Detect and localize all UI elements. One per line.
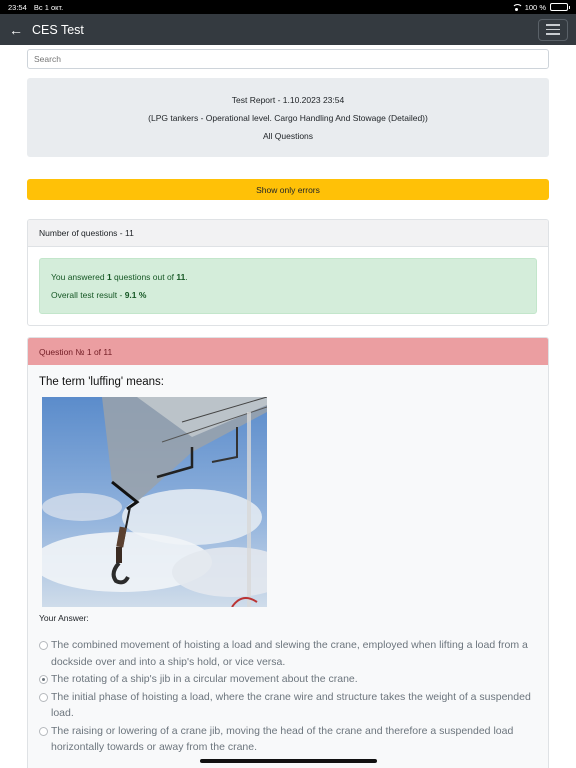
question-header: Question № 1 of 11 <box>28 338 548 365</box>
answer-option-text: The combined movement of hoisting a load and slewing the crane, employed when lifting a load from a dockside over and into a ship's hold, or vice versa. <box>51 639 528 668</box>
page-title: CES Test <box>32 22 84 37</box>
status-bar <box>0 0 576 14</box>
question-body <box>28 365 548 768</box>
wifi-icon <box>512 4 521 11</box>
answer-option[interactable] <box>39 637 537 670</box>
radio-icon[interactable] <box>39 693 48 702</box>
answer-option[interactable] <box>39 671 537 688</box>
home-indicator <box>200 759 377 763</box>
summary-body <box>28 247 548 325</box>
battery-icon <box>550 3 568 11</box>
answered-total: 11 <box>176 272 186 282</box>
menu-line <box>546 29 560 31</box>
summary-header: Number of questions - 11 <box>28 220 548 247</box>
report-title: Test Report - 1.10.2023 23:54 <box>231 94 345 105</box>
result-alert <box>39 258 537 314</box>
answered-count: 1 <box>106 272 112 282</box>
status-right <box>512 3 568 12</box>
crane-hook-image <box>42 397 267 607</box>
menu-line <box>546 24 560 26</box>
radio-icon[interactable] <box>39 727 48 736</box>
answer-options <box>39 637 537 756</box>
result-line: Overall test result - 9.1 % <box>51 290 147 300</box>
status-date: Вс 1 окт. <box>33 2 64 12</box>
hamburger-menu-button[interactable] <box>538 19 568 41</box>
back-arrow-icon[interactable]: ← <box>9 21 23 38</box>
show-only-errors-button[interactable]: Show only errors <box>27 179 549 200</box>
navbar <box>0 14 576 45</box>
report-subtitle: (LPG tankers - Operational level. Cargo Handling And Stowage (Detailed)) <box>148 112 428 123</box>
answer-option-text: The raising or lowering of a crane jib, moving the head of the crane and therefore a suspended load horizontally towards or away from the crane. <box>51 724 514 753</box>
question-card <box>27 337 549 768</box>
report-info-box <box>27 78 549 157</box>
search-input[interactable] <box>27 49 549 69</box>
main-content <box>0 49 576 768</box>
answer-option[interactable] <box>39 723 537 756</box>
battery-percent: 100 % <box>524 2 546 12</box>
status-left <box>8 3 68 12</box>
answered-line: You answered 1 questions out of 11. <box>51 272 188 282</box>
question-text: The term 'luffing' means: <box>39 376 164 388</box>
radio-selected-icon[interactable] <box>39 675 48 684</box>
radio-icon[interactable] <box>39 641 48 650</box>
status-time: 23:54 <box>8 2 27 12</box>
result-value: 9.1 % <box>124 290 147 300</box>
answer-option-text: The initial phase of hoisting a load, where the crane wire and structure takes the weight of a suspended load. <box>51 690 531 719</box>
your-answer-label: Your Answer: <box>39 613 89 623</box>
menu-line <box>546 33 560 35</box>
answer-option[interactable] <box>39 689 537 722</box>
report-scope: All Questions <box>262 130 314 141</box>
summary-card <box>27 219 549 326</box>
answer-option-text: The rotating of a ship's jib in a circular movement about the crane. <box>51 673 358 685</box>
